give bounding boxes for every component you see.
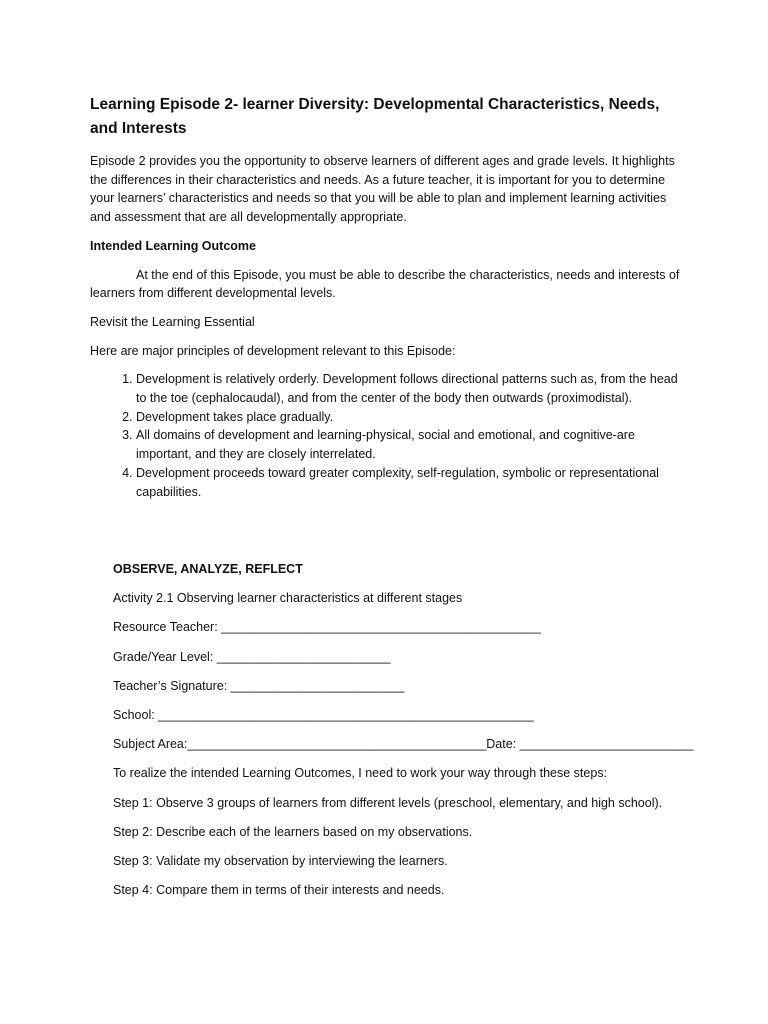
list-item: 2. Development takes place gradually. <box>136 408 690 427</box>
signature-field[interactable]: Teacher’s Signature: _________________________ <box>113 678 405 693</box>
outcome-heading: Intended Learning Outcome <box>90 238 256 253</box>
step-item: Step 4: Compare them in terms of their interests and needs. <box>113 883 445 898</box>
grade-level-field[interactable]: Grade/Year Level: _________________________ <box>113 649 391 664</box>
step-item: Step 2: Describe each of the learners based on my observations. <box>113 824 473 839</box>
principles-list <box>90 370 690 501</box>
principles-intro: Here are major principles of development relevant to this Episode: <box>90 343 456 358</box>
list-item: 1. Development is relatively orderly. Development follows directional patterns such as, from the head to the toe (cephalocaudal), and from the center of the body then outwards (proximodistal). <box>136 370 690 407</box>
revisit-heading: Revisit the Learning Essential <box>90 314 255 329</box>
subject-date-field[interactable]: Subject Area:___________________________________________Date: _________________________ <box>113 737 694 752</box>
step-item: Step 3: Validate my observation by interviewing the learners. <box>113 854 448 869</box>
list-item: 3. All domains of development and learning-physical, social and emotional, and cognitive-are important, and they are closely interrelated. <box>136 426 690 463</box>
outcome-paragraph: At the end of this Episode, you must be able to describe the characteristics, needs and interests of learners from different developmental levels. <box>90 267 680 301</box>
activity-title: Activity 2.1 Observing learner characteristics at different stages <box>113 591 463 606</box>
section-heading: OBSERVE, ANALYZE, REFLECT <box>113 562 303 576</box>
intro-paragraph: Episode 2 provides you the opportunity to observe learners of different ages and grade levels. It highlights the differences in their characteristics and needs. As a future teacher, it is important for you to determine your learners’ characteristics and needs so that you will be able to plan and implement learning activities and assessment that are all developmentally appropriate. <box>90 154 675 225</box>
page-title: Learning Episode 2- learner Diversity: Developmental Characteristics, Needs, and Interests <box>90 96 660 137</box>
activity-section <box>113 560 693 910</box>
resource-teacher-field[interactable]: Resource Teacher: ______________________________________________ <box>113 620 541 635</box>
steps-intro: To realize the intended Learning Outcomes, I need to work your way through these steps: <box>113 766 608 781</box>
step-item: Step 1: Observe 3 groups of learners from different levels (preschool, elementary, and high school). <box>113 795 663 810</box>
school-field[interactable]: School: ______________________________________________________ <box>113 708 534 723</box>
list-item: 4. Development proceeds toward greater complexity, self-regulation, symbolic or representational capabilities. <box>136 464 690 501</box>
document-body <box>90 93 690 501</box>
